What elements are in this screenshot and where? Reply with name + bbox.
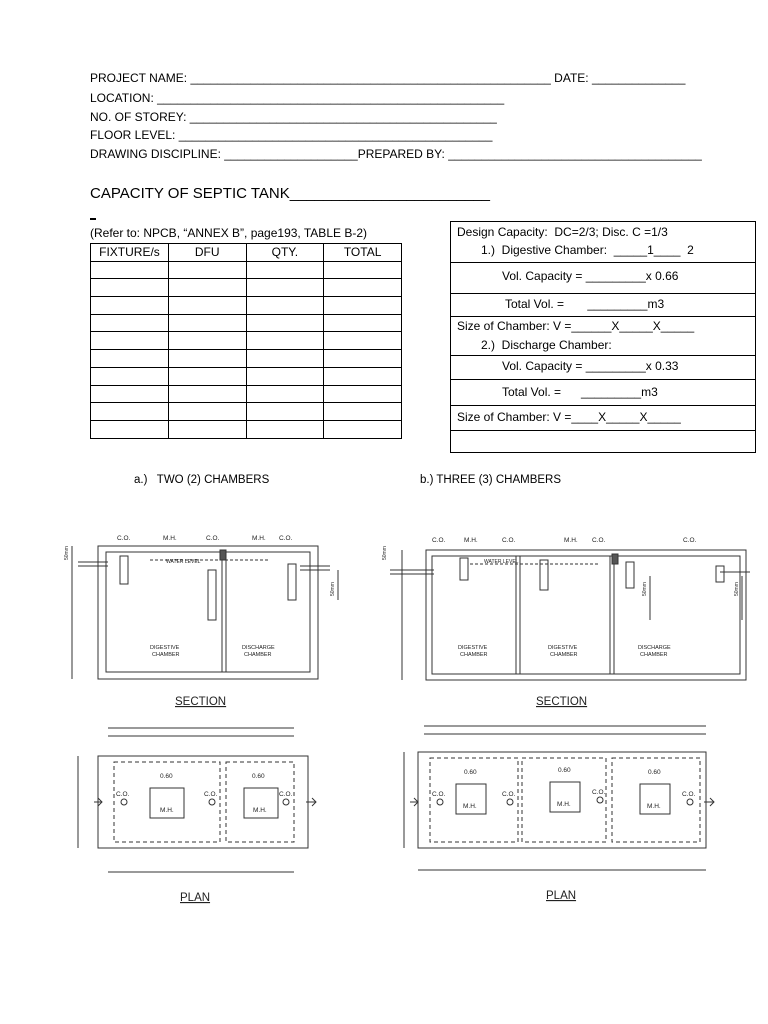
co-label: C.O.	[592, 789, 606, 796]
digestive-label-1: DIGESTIVE	[458, 645, 488, 651]
mh-label: M.H.	[163, 535, 177, 542]
section-title-left: SECTION	[175, 696, 227, 708]
size-chamber-text-2: Size of Chamber: V =____X_____X_____	[457, 410, 681, 424]
option-two-chambers: a.) TWO (2) CHAMBERS	[134, 474, 270, 486]
digestive-label-2: CHAMBER	[550, 652, 578, 658]
co-label: C.O.	[683, 537, 697, 544]
total-vol-text-2: Total Vol. = _________m3	[502, 385, 658, 399]
digestive-label-2: CHAMBER	[460, 652, 488, 658]
water-level-label: WATER LEVEL	[484, 559, 519, 565]
co-label: C.O.	[206, 535, 220, 542]
dim-label: 50mm	[734, 582, 740, 596]
dim-060-label: 0.60	[160, 773, 173, 780]
co-label: C.O.	[204, 791, 218, 798]
digestive-label-2: CHAMBER	[152, 652, 180, 658]
dim-label: 50mm	[64, 546, 70, 560]
dim-060-label: 0.60	[558, 767, 571, 774]
digestive-chamber-text: 1.) Digestive Chamber: _____1____ 2	[481, 243, 694, 257]
discharge-label-2: CHAMBER	[244, 652, 272, 658]
total-vol-text: Total Vol. = _________m3	[505, 297, 665, 311]
digestive-label-1: DIGESTIVE	[150, 645, 180, 651]
mh-label: M.H.	[252, 535, 266, 542]
co-label: C.O.	[117, 535, 131, 542]
page-title: CAPACITY OF SEPTIC TANK________________________	[90, 185, 490, 202]
co-label: C.O.	[502, 791, 516, 798]
size-chamber-text: Size of Chamber: V =______X_____X_____	[457, 319, 695, 333]
discharge-label-2: CHAMBER	[640, 652, 668, 658]
location-line: LOCATION: ____________________________________________________	[90, 91, 505, 105]
co-label: C.O.	[682, 791, 696, 798]
plan-two-chamber	[78, 728, 316, 872]
digestive-label-1: DIGESTIVE	[548, 645, 578, 651]
mh-label: M.H.	[464, 537, 478, 544]
storey-line: NO. OF STOREY: ______________________________________________	[90, 110, 497, 124]
plan-title-left: PLAN	[180, 892, 211, 904]
mh-label: M.H.	[647, 803, 661, 810]
co-label: C.O.	[279, 791, 293, 798]
reference-note: (Refer to: NPCB, “ANNEX B”, page193, TABLE B-2)	[90, 226, 367, 240]
plan-title-right: PLAN	[546, 890, 577, 902]
dim-060-label: 0.60	[252, 773, 265, 780]
discharge-chamber-text: 2.) Discharge Chamber:	[481, 338, 612, 352]
dim-label: 50mm	[642, 582, 648, 596]
mh-label: M.H.	[253, 807, 267, 814]
drawing-discipline-line: DRAWING DISCIPLINE: ____________________PREPARED BY: ______________________________________	[90, 147, 702, 161]
option-three-chambers: b.) THREE (3) CHAMBERS	[420, 474, 562, 486]
project-name-line: PROJECT NAME: ______________________________________________________ DATE: ______________	[90, 71, 686, 85]
col-dfu: DFU	[168, 244, 246, 262]
section-two-chamber	[72, 546, 338, 679]
floor-level-line: FLOOR LEVEL: _______________________________________________	[90, 128, 493, 142]
co-label: C.O.	[502, 537, 516, 544]
co-label: C.O.	[432, 537, 446, 544]
col-total: TOTAL	[324, 244, 402, 262]
discharge-label-1: DISCHARGE	[638, 645, 671, 651]
col-fixture: FIXTURE/s	[91, 244, 169, 262]
col-qty: QTY.	[246, 244, 324, 262]
water-level-label: WATER LEVEL	[166, 559, 201, 565]
co-label: C.O.	[592, 537, 606, 544]
section-title-right: SECTION	[536, 696, 588, 708]
design-capacity-text: Design Capacity: DC=2/3; Disc. C =1/3	[457, 225, 668, 239]
discharge-label-1: DISCHARGE	[242, 645, 275, 651]
co-label: C.O.	[116, 791, 130, 798]
mh-label: M.H.	[564, 537, 578, 544]
mh-label: M.H.	[463, 803, 477, 810]
dim-label: 50mm	[382, 546, 388, 560]
vol-capacity-text: Vol. Capacity = _________x 0.66	[502, 269, 679, 283]
co-label: C.O.	[432, 791, 446, 798]
vol-capacity-text-2: Vol. Capacity = _________x 0.33	[502, 359, 679, 373]
mh-label: M.H.	[557, 801, 571, 808]
dim-060-label: 0.60	[464, 769, 477, 776]
co-label: C.O.	[279, 535, 293, 542]
dim-060-label: 0.60	[648, 769, 661, 776]
plan-three-chamber	[404, 726, 714, 870]
section-three-chamber	[390, 550, 750, 680]
dim-label: 50mm	[330, 582, 336, 596]
mh-label: M.H.	[160, 807, 174, 814]
